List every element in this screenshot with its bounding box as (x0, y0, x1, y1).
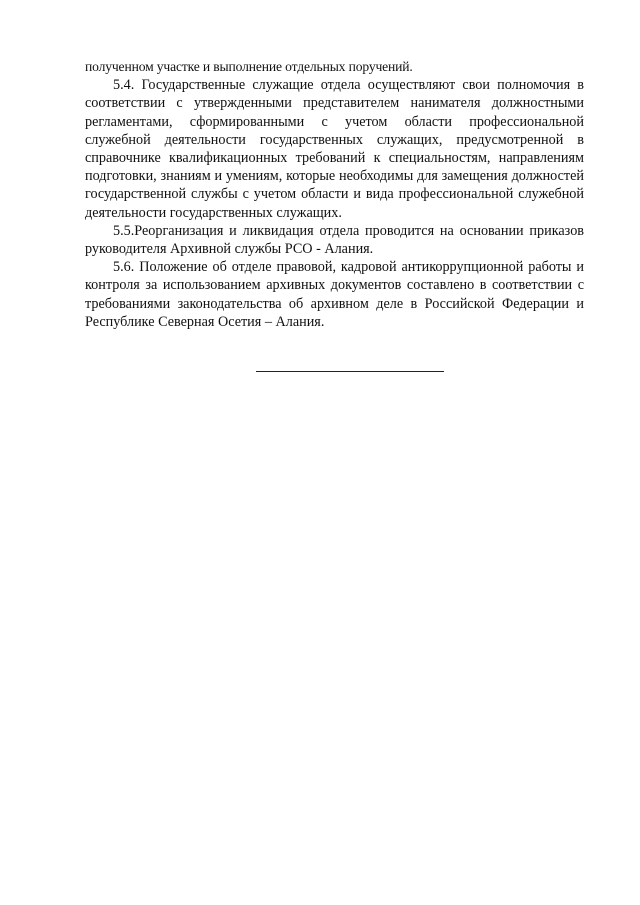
paragraph-5-4: 5.4. Государственные служащие отдела осуществляют свои полномочия в соответствии с утвержденными представителем нанимателя должностными регламентами, сформированными с учетом области профессиональной служебной деятельности государственных служащих, предусмотренной в справочнике квалификационных требований к специальностям, направлениям подготовки, знаниям и умениям, которые необходимы для замещения должностей государственной службы с учетом области и вида профессиональной служебной деятельности государственных служащих. (85, 77, 584, 221)
paragraph-5-5: 5.5.Реорганизация и ликвидация отдела проводится на основании приказов руководителя Архивной службы РСО - Алания. (85, 222, 584, 258)
end-separator-line (256, 371, 444, 372)
document-body (85, 58, 584, 331)
paragraph-continuation: полученном участке и выполнение отдельных поручений. (85, 59, 413, 74)
paragraph-5-6: 5.6. Положение об отделе правовой, кадровой антикоррупционной работы и контроля за использованием архивных документов составлено в соответствии с требованиями законодательства об архивном деле в Российской Федерации и Республике Северная Осетия – Алания. (85, 259, 584, 330)
